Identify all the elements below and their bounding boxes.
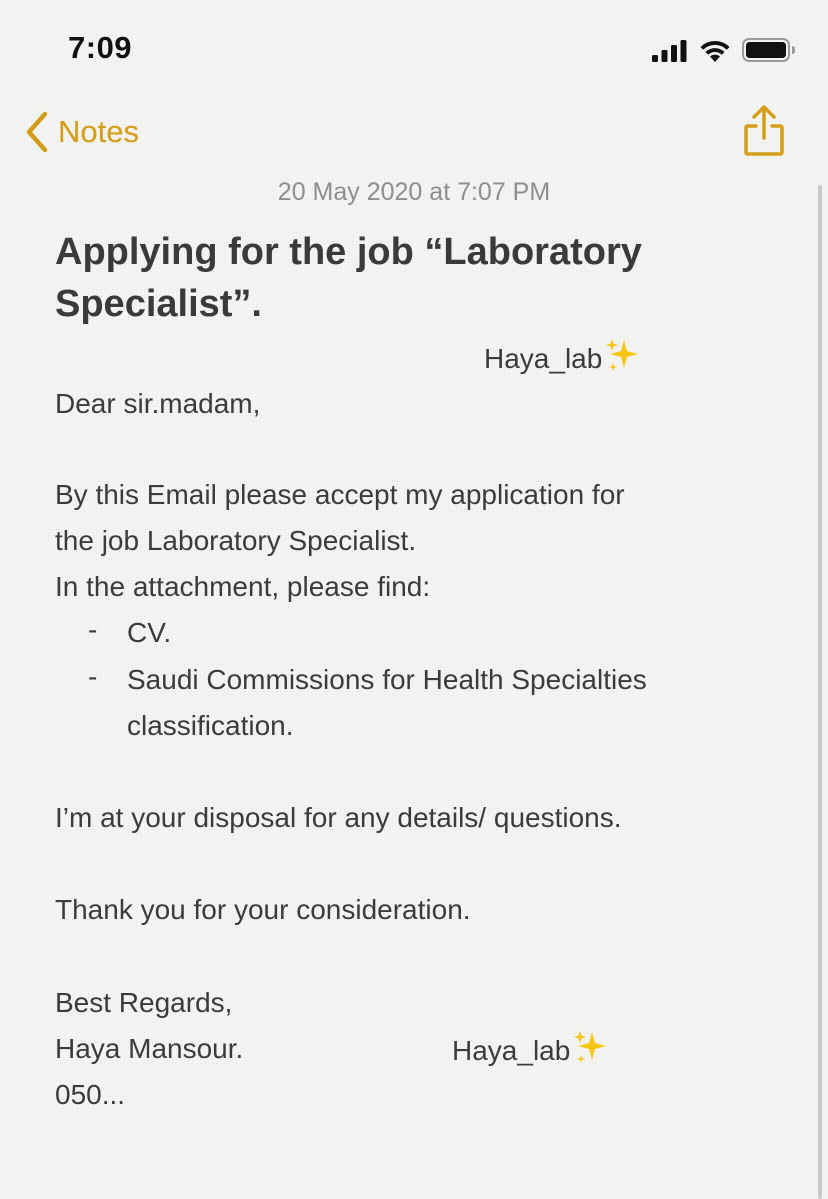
- paragraph-line-1: By this Email please accept my application for: [55, 479, 625, 510]
- back-button-label: Notes: [58, 114, 139, 149]
- list-item-cv: CV.: [127, 617, 172, 648]
- signature-bottom: [452, 1030, 608, 1070]
- status-bar: [0, 0, 828, 96]
- disposal-line: I’m at your disposal for any details/ questions.: [55, 802, 622, 833]
- paragraph-line-3: In the attachment, please find:: [55, 571, 431, 602]
- back-to-notes-button[interactable]: [24, 108, 139, 156]
- list-bullet: -: [88, 614, 98, 645]
- note-date: 20 May 2020 at 7:07 PM: [277, 178, 551, 206]
- share-icon[interactable]: [740, 104, 788, 160]
- thanks-line: Thank you for your consideration.: [55, 894, 471, 925]
- battery-icon: [742, 38, 796, 62]
- list-bullet: -: [88, 661, 98, 692]
- wifi-icon: [698, 37, 732, 63]
- cellular-signal-icon: [652, 40, 688, 62]
- scrollbar[interactable]: [818, 185, 822, 1199]
- paragraph-line-2: the job Laboratory Specialist.: [55, 525, 417, 556]
- author-name: Haya Mansour.: [55, 1033, 244, 1064]
- sparkles-icon: [572, 1030, 608, 1070]
- sparkles-icon: [604, 338, 640, 378]
- signature-top-text: Haya_lab: [484, 343, 603, 374]
- greeting: Dear sir.madam,: [55, 388, 261, 419]
- chevron-left-icon: [24, 110, 50, 154]
- note-title[interactable]: Applying for the job “Laboratory Specialist”.: [55, 231, 642, 325]
- signature-top: [484, 338, 640, 378]
- signature-bottom-text: Haya_lab: [452, 1035, 571, 1066]
- phone-number: 050...: [55, 1079, 126, 1110]
- status-time: 7:09: [68, 30, 133, 65]
- list-item-classification-line-2: classification.: [127, 710, 294, 741]
- list-item-classification-line-1: Saudi Commissions for Health Specialties: [127, 664, 647, 695]
- closing-line: Best Regards,: [55, 987, 233, 1018]
